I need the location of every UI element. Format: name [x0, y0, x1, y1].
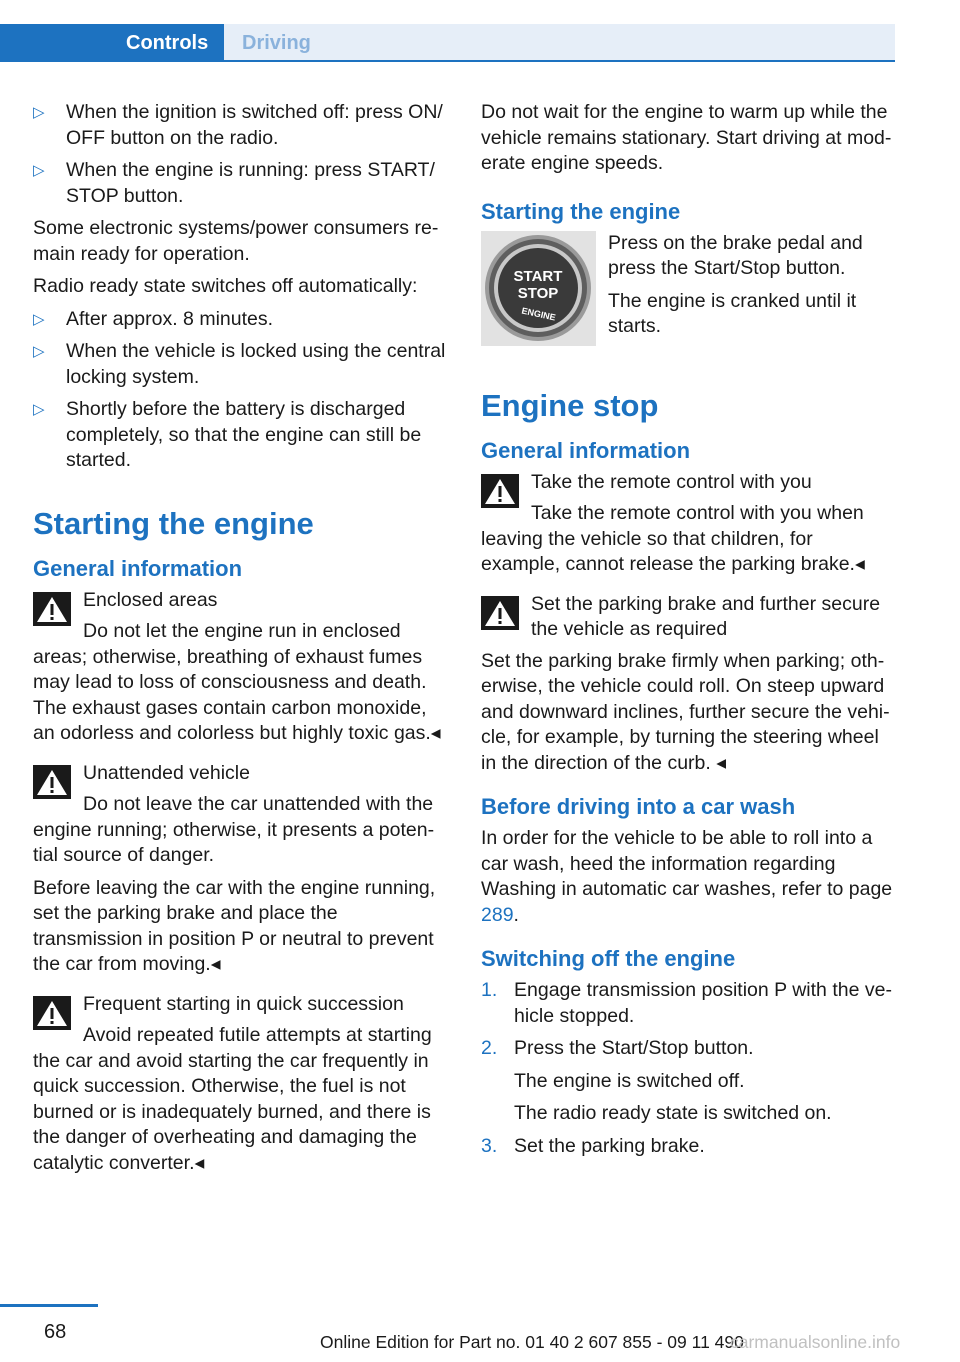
triangle-right-icon: ▷	[33, 401, 45, 418]
subsection-heading: Starting the engine	[481, 198, 681, 224]
warning-block	[33, 992, 449, 1177]
warning-triangle-icon	[33, 996, 71, 1030]
page-number: 68	[44, 1321, 67, 1343]
start-stop-button-icon	[481, 231, 596, 346]
watermark: carmanualsonline.info	[730, 1332, 901, 1352]
button-label-engine: ENGINE	[520, 305, 557, 323]
warning-triangle-icon	[33, 765, 71, 799]
list-item: ▷ When the engine is running: press START/ STOP button.	[33, 158, 449, 209]
warning-triangle-icon	[481, 474, 519, 508]
list-item: ▷ After approx. 8 minutes.	[33, 307, 449, 333]
left-column	[33, 100, 449, 1183]
section-heading: Engine stop	[481, 387, 659, 423]
paragraph: Radio ready state switches off automatically:	[33, 275, 418, 297]
warning-block	[481, 470, 897, 578]
warning-body: Do not let the engine run in enclosed areas; otherwise, breathing of exhaust fumes may lead to loss of consciousness and death. The exhaust gases contain carbon monoxide, an odorless and colorless but highly toxic gas.◂	[33, 620, 441, 744]
warning-block	[481, 592, 897, 777]
button-label-stop: STOP	[517, 284, 559, 302]
triangle-right-icon: ▷	[33, 162, 45, 179]
paragraph: The engine is cranked until it starts.	[608, 289, 857, 337]
paragraph: Some electronic systems/power consumers remain ready for operation.	[33, 217, 439, 265]
triangle-right-icon: ▷	[33, 104, 45, 121]
start-instructions	[608, 231, 897, 347]
warning-body: Do not leave the car unattended with the engine running; otherwise, it presents a potential source of danger.	[33, 793, 435, 866]
warning-title: Set the parking brake and further secure the vehicle as required	[531, 592, 881, 640]
warning-title: Enclosed areas	[83, 588, 218, 611]
warning-body: Set the parking brake firmly when parking; otherwise, the vehicle could roll. On steep upward and downward inclines, further secure the vehicle, for example, by turning the steering wheel in the direction of the curb. ◂	[481, 649, 890, 774]
warning-title: Frequent starting in quick succession	[83, 992, 404, 1015]
subsection-heading: General information	[33, 555, 243, 581]
button-label-start: START	[513, 267, 563, 285]
header-divider	[0, 60, 895, 62]
start-stop-button-image	[481, 231, 596, 346]
warning-block	[33, 588, 449, 747]
warning-block	[33, 761, 449, 869]
warning-triangle-icon	[481, 596, 519, 630]
subsection-heading: Switching off the engine	[481, 946, 736, 971]
tab-controls[interactable]: Controls	[0, 24, 224, 62]
step-text: Set the parking brake.	[514, 1134, 705, 1157]
list-item: ▷ When the vehicle is locked using the central locking system.	[33, 339, 449, 390]
page-reference-link[interactable]: 289	[481, 903, 514, 926]
edition-note: Online Edition for Part no. 01 40 2 607 855 - 09 11 490	[320, 1332, 744, 1352]
step-item	[481, 1134, 897, 1160]
step-number: 2.	[481, 1037, 498, 1059]
step-text: Engage transmission position P with the vehicle stopped.	[514, 979, 892, 1027]
triangle-right-icon: ▷	[33, 343, 45, 360]
step-text: Press the Start/Stop button.	[514, 1037, 754, 1059]
paragraph: Before leaving the car with the engine running, set the parking brake and place the transmission in position P or neutral to prevent the car from moving.◂	[33, 876, 436, 975]
start-button-figure-block	[481, 231, 897, 352]
warning-title: Take the remote control with you	[531, 470, 812, 493]
step-number: 3.	[481, 1134, 498, 1157]
right-column	[481, 100, 897, 1166]
step-number: 1.	[481, 979, 498, 1001]
header-bar	[0, 0, 895, 62]
list-item: ▷ When the ignition is switched off: press ON/ OFF button on the radio.	[33, 100, 449, 151]
warning-body: Avoid repeated futile attempts at starting the car and avoid starting the car frequently in quick succession. Otherwise, the fuel is not burned or is inadequately burned, and there is the danger of overheating and damaging the catalytic converter.◂	[33, 1024, 432, 1174]
step-note: The engine is switched off.	[514, 1069, 745, 1092]
triangle-right-icon: ▷	[33, 310, 45, 328]
tab-driving[interactable]: Driving	[224, 24, 895, 62]
subsection-heading: Before driving into a car wash	[481, 794, 796, 819]
paragraph: Do not wait for the engine to warm up while the vehicle remains stationary. Start driving at moderate engine speeds.	[481, 101, 892, 174]
footer-divider	[0, 1304, 98, 1307]
section-heading: Starting the engine	[33, 505, 314, 541]
step-item	[481, 1036, 897, 1062]
warning-triangle-icon	[33, 592, 71, 626]
subsection-heading: General information	[481, 437, 691, 463]
step-item	[481, 978, 897, 1029]
warning-body: Take the remote control with you when leaving the vehicle so that children, for example, cannot release the parking brake.◂	[481, 502, 865, 575]
paragraph: In order for the vehicle to be able to roll into a car wash, heed the information regarding Washing in automatic car washes, refer to page 289.	[481, 827, 893, 926]
warning-title: Unattended vehicle	[83, 761, 250, 784]
paragraph: Press on the brake pedal and press the Start/Stop button.	[608, 231, 863, 279]
list-item: ▷ Shortly before the battery is discharged completely, so that the engine can still be started.	[33, 397, 449, 474]
step-note: The radio ready state is switched on.	[514, 1102, 832, 1124]
